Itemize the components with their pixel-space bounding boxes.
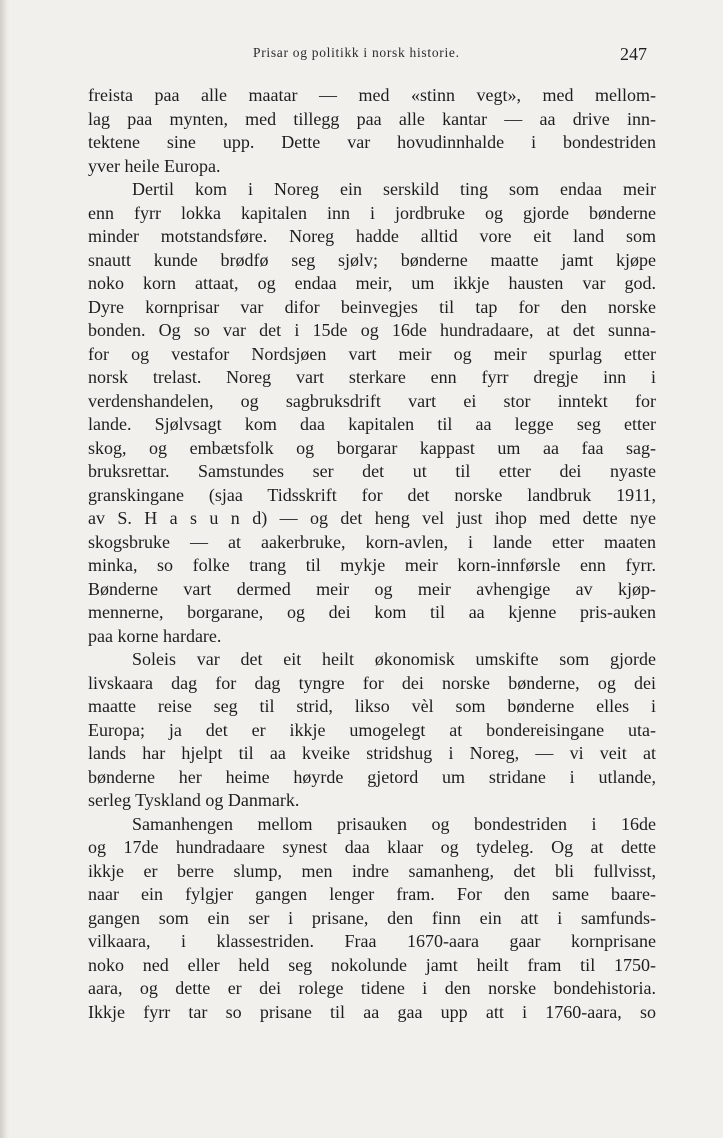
text-line: vilkaara, i klassestriden. Fraa 1670-aara gaar kornprisane [88,931,656,951]
page-binding-edge [0,0,10,1138]
text-line: serleg Tyskland og Danmark. [88,790,300,810]
text-line: naar ein fylgjer gangen lenger fram. For den same baare- [88,884,656,904]
text-line: Dertil kom i Noreg ein serskild ting som endaa meir [132,179,656,199]
text-line: aara, og dette er dei rolege tidene i den norske bondehistoria. [88,978,656,998]
text-line: for og vestafor Nordsjøen vart meir og meir spurlag etter [88,343,656,364]
text-line: enn fyrr lokka kapitalen inn i jordbruke og gjorde bønderne [88,202,656,223]
text-line: minka, so folke trang til mykje meir korn-innførsle enn fyrr. [88,555,656,575]
text-line: yver heile Europa. [88,155,221,176]
text-line: lande. Sjølvsagt kom daa kapitalen til aa legge seg etter [88,414,656,434]
text-line: Ikkje fyrr tar so prisane til aa gaa upp att i 1760-aara, so [88,1001,656,1022]
text-line: og 17de hundradaare synest daa klaar og tydeleg. Og at dette [88,837,656,857]
text-line: Soleis var det eit heilt økonomisk umskifte som gjorde [132,649,656,669]
text-line: skog, og embætsfolk og borgarar kappast um aa faa sag- [88,437,656,458]
text-line: tektene sine upp. Dette var hovudinnhalde i bondestriden [88,132,656,152]
text-line: livskaara dag for dag tyngre for dei norske bønderne, og dei [88,672,656,693]
text-line: norsk trelast. Noreg vart sterkare enn fyrr dregje inn i [88,367,656,387]
text-line: Dyre kornprisar var difor beinvegjes til tap for den norske [88,296,656,317]
text-line: gangen som ein ser i prisane, den finn ein att i samfunds- [88,907,656,928]
text-line: Europa; ja det er ikkje umogelegt at bondereisingane uta- [88,719,656,740]
text-line: snautt kunde brødfø seg sjølv; bønderne maatte jamt kjøpe [88,249,656,270]
text-line: noko ned eller held seg nokolunde jamt heilt fram til 1750- [88,954,656,975]
text-line: paa korne hardare. [88,625,222,646]
text-line: Bønderne vart dermed meir og meir avhengige av kjøp- [88,578,656,599]
text-line: av S. H a s u n d) — og det heng vel just ihop med dette nye [88,508,656,528]
text-line: Samanhengen mellom prisauken og bondestriden i 16de [132,813,656,834]
text-line: granskingane (sjaa Tidsskrift for det norske landbruk 1911, [88,484,656,505]
text-line: bruksrettar. Samstundes ser det ut til etter dei nyaste [88,461,656,481]
running-title: Prisar og politikk i norsk historie. [253,45,460,60]
text-line: bonden. Og so var det i 15de og 16de hundradaare, at det sunna- [88,320,656,340]
text-line: noko korn attaat, og endaa meir, um ikkje hausten var god. [88,273,656,293]
text-line: minder motstandsføre. Noreg hadde alltid vore eit land som [88,226,656,246]
text-line: freista paa alle maatar — med «stinn vegt», med mellom- [88,85,656,105]
page-number: 247 [620,44,647,64]
text-line: skogsbruke — at aakerbruke, korn-avlen, i lande etter maaten [88,531,656,552]
text-line: bønderne her heime høyrde gjetord um stridane i utlande, [88,766,656,787]
text-line: lag paa mynten, med tillegg paa alle kantar — aa drive inn- [88,108,656,129]
text-line: lands har hjelpt til aa kveike stridshug i Noreg, — vi veit at [88,743,656,763]
text-line: maatte reise seg til strid, likso vèl som bønderne elles i [88,696,656,716]
text-line: mennerne, borgarane, og dei kom til aa kjenne pris-auken [88,602,656,622]
text-line: verdenshandelen, og sagbruksdrift vart ei stor inntekt for [88,390,656,411]
body-text [88,84,656,1024]
text-line: ikkje er berre slump, men indre samanheng, det bli fullvisst, [88,860,656,881]
